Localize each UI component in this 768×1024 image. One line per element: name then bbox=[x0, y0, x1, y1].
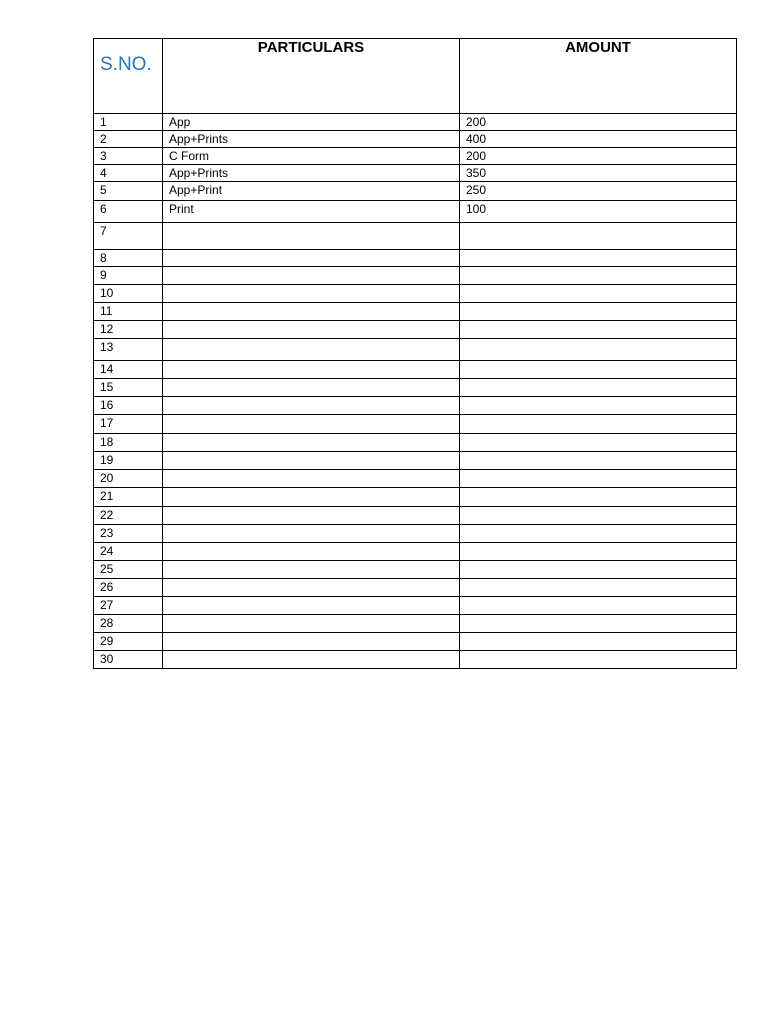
amount-cell bbox=[460, 285, 737, 303]
table-body bbox=[94, 114, 737, 669]
amount-cell bbox=[460, 597, 737, 615]
serial-number-cell: 17 bbox=[94, 415, 163, 434]
particulars-cell bbox=[163, 488, 460, 507]
particulars-cell bbox=[163, 223, 460, 250]
amount-cell bbox=[460, 321, 737, 339]
table-row bbox=[94, 285, 737, 303]
particulars-cell bbox=[163, 633, 460, 651]
table-row bbox=[94, 131, 737, 148]
amount-cell bbox=[460, 651, 737, 669]
amount-cell bbox=[460, 415, 737, 434]
particulars-cell bbox=[163, 397, 460, 415]
amount-cell bbox=[460, 543, 737, 561]
serial-number-cell: 3 bbox=[94, 148, 163, 165]
particulars-header: PARTICULARS bbox=[163, 39, 460, 114]
particulars-cell: App+Prints bbox=[163, 165, 460, 182]
amount-cell bbox=[460, 470, 737, 488]
particulars-cell: App bbox=[163, 114, 460, 131]
table-row bbox=[94, 561, 737, 579]
particulars-cell bbox=[163, 379, 460, 397]
particulars-cell bbox=[163, 615, 460, 633]
particulars-cell bbox=[163, 267, 460, 285]
serial-number-cell: 23 bbox=[94, 525, 163, 543]
particulars-cell bbox=[163, 561, 460, 579]
table-row bbox=[94, 339, 737, 361]
table-row bbox=[94, 415, 737, 434]
particulars-cell bbox=[163, 525, 460, 543]
table-row bbox=[94, 434, 737, 452]
amount-cell bbox=[460, 303, 737, 321]
serial-number-header: S.NO. bbox=[94, 39, 163, 114]
serial-number-cell: 7 bbox=[94, 223, 163, 250]
particulars-cell bbox=[163, 597, 460, 615]
table-row bbox=[94, 182, 737, 201]
table-row bbox=[94, 470, 737, 488]
amount-cell bbox=[460, 615, 737, 633]
serial-number-cell: 12 bbox=[94, 321, 163, 339]
table-row bbox=[94, 615, 737, 633]
serial-number-cell: 8 bbox=[94, 250, 163, 267]
table-row bbox=[94, 321, 737, 339]
table-row bbox=[94, 597, 737, 615]
particulars-cell: Print bbox=[163, 201, 460, 223]
serial-number-cell: 21 bbox=[94, 488, 163, 507]
amount-cell bbox=[460, 250, 737, 267]
serial-number-cell: 11 bbox=[94, 303, 163, 321]
particulars-cell: App+Prints bbox=[163, 131, 460, 148]
table-header-row bbox=[94, 39, 737, 114]
serial-number-cell: 18 bbox=[94, 434, 163, 452]
serial-number-cell: 19 bbox=[94, 452, 163, 470]
serial-number-cell: 27 bbox=[94, 597, 163, 615]
amount-cell bbox=[460, 561, 737, 579]
amount-cell bbox=[460, 507, 737, 525]
table-row bbox=[94, 397, 737, 415]
serial-number-cell: 16 bbox=[94, 397, 163, 415]
particulars-cell bbox=[163, 543, 460, 561]
particulars-cell bbox=[163, 434, 460, 452]
particulars-cell bbox=[163, 303, 460, 321]
table-row bbox=[94, 379, 737, 397]
serial-number-cell: 25 bbox=[94, 561, 163, 579]
particulars-cell bbox=[163, 579, 460, 597]
table-row bbox=[94, 165, 737, 182]
table-row bbox=[94, 361, 737, 379]
serial-number-cell: 1 bbox=[94, 114, 163, 131]
particulars-cell bbox=[163, 321, 460, 339]
table-row bbox=[94, 633, 737, 651]
particulars-cell bbox=[163, 250, 460, 267]
serial-number-cell: 20 bbox=[94, 470, 163, 488]
table-row bbox=[94, 488, 737, 507]
serial-number-cell: 10 bbox=[94, 285, 163, 303]
table-row bbox=[94, 525, 737, 543]
amount-cell bbox=[460, 267, 737, 285]
serial-number-cell: 2 bbox=[94, 131, 163, 148]
table-row bbox=[94, 543, 737, 561]
table-row bbox=[94, 579, 737, 597]
serial-number-cell: 14 bbox=[94, 361, 163, 379]
amount-cell: 100 bbox=[460, 201, 737, 223]
serial-number-cell: 13 bbox=[94, 339, 163, 361]
particulars-cell bbox=[163, 339, 460, 361]
particulars-cell bbox=[163, 507, 460, 525]
serial-number-cell: 28 bbox=[94, 615, 163, 633]
serial-number-cell: 15 bbox=[94, 379, 163, 397]
particulars-cell: C Form bbox=[163, 148, 460, 165]
amount-cell: 350 bbox=[460, 165, 737, 182]
amount-cell bbox=[460, 525, 737, 543]
table-row bbox=[94, 303, 737, 321]
serial-number-cell: 4 bbox=[94, 165, 163, 182]
serial-number-cell: 6 bbox=[94, 201, 163, 223]
particulars-cell bbox=[163, 285, 460, 303]
table-row bbox=[94, 201, 737, 223]
amount-cell: 250 bbox=[460, 182, 737, 201]
particulars-cell: App+Print bbox=[163, 182, 460, 201]
amount-cell bbox=[460, 361, 737, 379]
amount-cell bbox=[460, 223, 737, 250]
particulars-cell bbox=[163, 452, 460, 470]
serial-number-cell: 30 bbox=[94, 651, 163, 669]
amount-cell: 400 bbox=[460, 131, 737, 148]
serial-number-cell: 5 bbox=[94, 182, 163, 201]
amount-cell bbox=[460, 434, 737, 452]
table-row bbox=[94, 148, 737, 165]
serial-number-cell: 26 bbox=[94, 579, 163, 597]
table-row bbox=[94, 223, 737, 250]
table-row bbox=[94, 114, 737, 131]
serial-number-cell: 9 bbox=[94, 267, 163, 285]
table-row bbox=[94, 452, 737, 470]
table-row bbox=[94, 507, 737, 525]
particulars-cell bbox=[163, 415, 460, 434]
amount-header: AMOUNT bbox=[460, 39, 737, 114]
amount-cell bbox=[460, 397, 737, 415]
serial-number-cell: 22 bbox=[94, 507, 163, 525]
amount-cell bbox=[460, 579, 737, 597]
amount-cell: 200 bbox=[460, 148, 737, 165]
amount-cell bbox=[460, 452, 737, 470]
serial-number-cell: 24 bbox=[94, 543, 163, 561]
table-row bbox=[94, 250, 737, 267]
amount-cell bbox=[460, 379, 737, 397]
amount-cell bbox=[460, 633, 737, 651]
table-row bbox=[94, 651, 737, 669]
particulars-cell bbox=[163, 651, 460, 669]
amount-cell: 200 bbox=[460, 114, 737, 131]
particulars-cell bbox=[163, 361, 460, 379]
serial-number-cell: 29 bbox=[94, 633, 163, 651]
particulars-cell bbox=[163, 470, 460, 488]
table-row bbox=[94, 267, 737, 285]
amount-cell bbox=[460, 488, 737, 507]
amount-cell bbox=[460, 339, 737, 361]
particulars-amount-table bbox=[93, 38, 737, 669]
